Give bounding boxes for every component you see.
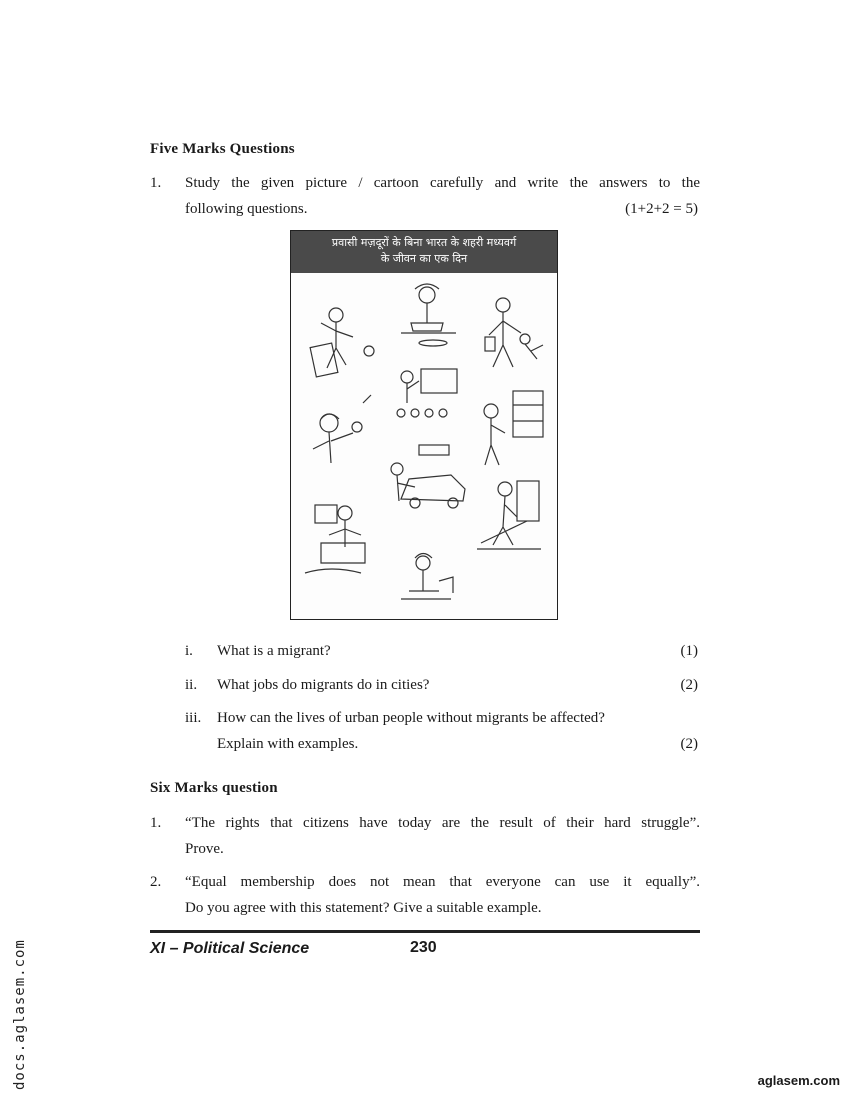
- figure-bottom-right: [477, 481, 541, 549]
- question-text-line2: following questions.: [185, 201, 308, 217]
- subquestion-text-line2: Explain with examples.: [217, 736, 359, 752]
- question-number: 1.: [150, 815, 162, 831]
- question-text-line2: Do you agree with this statement? Give a suitable example.: [185, 900, 542, 916]
- question-text-line1: Study the given picture / cartoon carefully and write the answers to the: [185, 175, 700, 191]
- side-watermark-text: docs.aglasem.com: [12, 939, 28, 1090]
- question-number: 2.: [150, 874, 162, 890]
- figure-car: [391, 445, 465, 508]
- subquestion-text: What jobs do migrants do in cities?: [217, 677, 430, 693]
- figure-middle-left: [313, 395, 371, 463]
- question-number: 1.: [150, 175, 162, 191]
- footer-subject: XI – Political Science: [150, 940, 310, 957]
- subquestion-marks: (1): [680, 643, 698, 659]
- cartoon-caption-line2: के जीवन का एक दिन: [380, 252, 468, 265]
- figure-bottom-left: [305, 505, 365, 573]
- figure-top-center: [401, 284, 456, 346]
- cartoon-illustration: [291, 273, 557, 619]
- figure-center: [397, 369, 457, 417]
- figure-top-left: [310, 308, 374, 377]
- question-marks: (1+2+2 = 5): [625, 201, 698, 217]
- subquestion-text: What is a migrant?: [217, 643, 331, 659]
- section-heading-five-marks: Five Marks Questions: [150, 141, 295, 157]
- subquestion-marks: (2): [680, 736, 698, 752]
- brand-label: aglasem.com: [757, 1073, 840, 1088]
- figure-middle-right: [484, 391, 543, 465]
- side-watermark: [12, 930, 32, 1090]
- subquestion-number: ii.: [185, 677, 198, 693]
- subquestion-text-line1: How can the lives of urban people without migrants be affected?: [217, 710, 605, 726]
- footer-rule: [150, 930, 700, 933]
- figure-bottom-center: [401, 554, 453, 600]
- section-heading-six-marks: Six Marks question: [150, 780, 278, 796]
- question-text-line1: “The rights that citizens have today are the result of their hard struggle”.: [185, 815, 700, 831]
- subquestion-marks: (2): [680, 677, 698, 693]
- subquestion-number: iii.: [185, 710, 202, 726]
- cartoon-image: [290, 230, 558, 620]
- question-text-line2: Prove.: [185, 841, 224, 857]
- cartoon-caption-line1: प्रवासी मज़दूरों के बिना भारत के शहरी मध्यवर्ग: [331, 236, 517, 249]
- page-number: 230: [410, 939, 437, 956]
- question-text-line1: “Equal membership does not mean that everyone can use it equally”.: [185, 874, 700, 890]
- cartoon-caption: [291, 231, 557, 273]
- subquestion-number: i.: [185, 643, 193, 659]
- figure-top-right: [485, 298, 543, 367]
